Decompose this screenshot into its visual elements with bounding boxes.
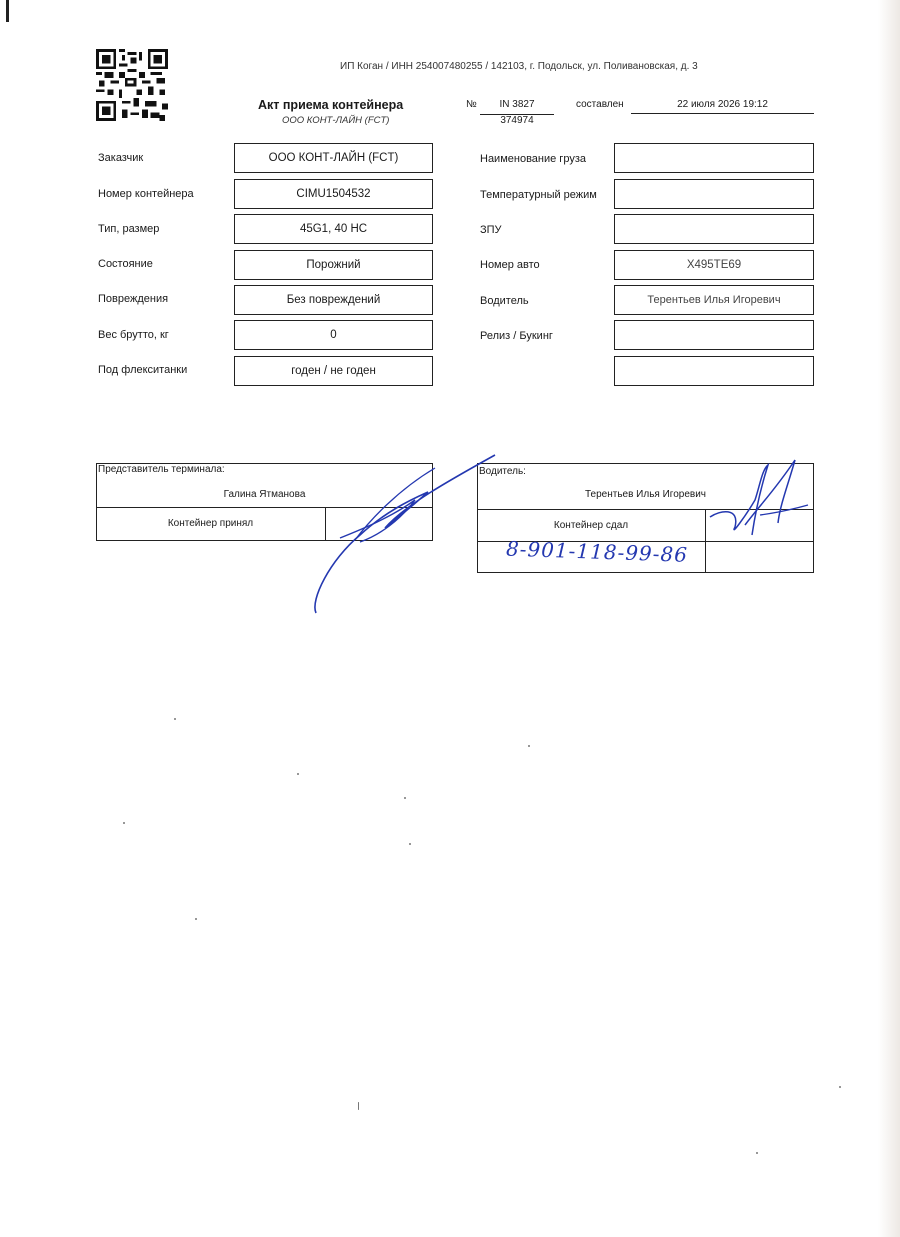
field-value-customer: ООО КОНТ-ЛАЙН (FCT)	[234, 143, 433, 173]
scan-shadow	[878, 0, 900, 1237]
field-label-driver: Водитель	[480, 295, 529, 307]
field-label-container-number: Номер контейнера	[98, 188, 194, 200]
document-title: Акт приема контейнера	[258, 98, 404, 112]
handwritten-phone: 8-901-118-99-86	[505, 536, 689, 567]
driver-name: Терентьев Илья Игоревич	[584, 489, 707, 500]
field-label-gross-weight: Вес брутто, кг	[98, 329, 169, 341]
field-label-vehicle-number: Номер авто	[480, 259, 540, 271]
number-label: №	[466, 99, 477, 110]
field-value-temperature	[614, 179, 814, 209]
field-value-flexitank: годен / не годен	[234, 356, 433, 386]
scan-speck	[123, 822, 125, 824]
document-number: IN 3827	[480, 99, 554, 115]
terminal-heading: Представитель терминала:	[98, 464, 225, 475]
scan-speck	[409, 843, 411, 845]
terminal-action: Контейнер принял	[167, 518, 254, 529]
field-label-release-booking: Релиз / Букинг	[480, 330, 553, 342]
scan-speck	[174, 718, 176, 720]
qr-code-icon	[96, 49, 168, 121]
issuer-line: ИП Коган / ИНН 254007480255 / 142103, г. Подольск, ул. Поливановская, д. 3	[340, 61, 698, 72]
field-label-damage: Повреждения	[98, 293, 169, 305]
field-value-driver: Терентьев Илья Игоревич	[614, 285, 814, 315]
field-value-condition: Порожний	[234, 250, 433, 280]
scan-speck	[358, 1102, 359, 1110]
composed-date: 22 июля 2026 19:12	[631, 99, 814, 114]
field-value-gross-weight: 0	[234, 320, 433, 350]
field-label-temperature: Температурный режим	[480, 189, 597, 201]
scan-speck	[528, 745, 530, 747]
field-label-cargo-name: Наименование груза	[480, 153, 586, 165]
scan-speck	[756, 1152, 758, 1154]
driver-action: Контейнер сдал	[553, 520, 629, 531]
composed-label: составлен	[576, 99, 624, 110]
field-label-condition: Состояние	[98, 258, 153, 270]
field-value-damage: Без повреждений	[234, 285, 433, 315]
field-value-vehicle-number: Х495ТЕ69	[614, 250, 814, 280]
field-value-type-size: 45G1, 40 HC	[234, 214, 433, 244]
document-sub-number: 374974	[500, 115, 534, 126]
terminal-representative-name: Галина Ятманова	[223, 489, 306, 500]
scan-mark	[6, 0, 9, 22]
field-value-release-booking	[614, 320, 814, 350]
driver-heading: Водитель:	[479, 466, 526, 477]
scan-speck	[839, 1086, 841, 1088]
scan-speck	[404, 797, 406, 799]
field-label-type-size: Тип, размер	[98, 223, 160, 235]
field-value-cargo-name	[614, 143, 814, 173]
field-label-flexitank: Под флекситанки	[98, 364, 188, 376]
field-label-customer: Заказчик	[98, 152, 144, 164]
field-label-seal: ЗПУ	[480, 224, 502, 236]
scan-speck	[195, 918, 197, 920]
driver-signature-icon	[700, 455, 810, 545]
field-value-seal	[614, 214, 814, 244]
field-value-container-number: CIMU1504532	[234, 179, 433, 209]
field-value-extra	[614, 356, 814, 386]
document-subtitle: ООО КОНТ-ЛАЙН (FCT)	[282, 115, 390, 126]
scan-speck	[297, 773, 299, 775]
terminal-signature-icon	[300, 450, 510, 620]
